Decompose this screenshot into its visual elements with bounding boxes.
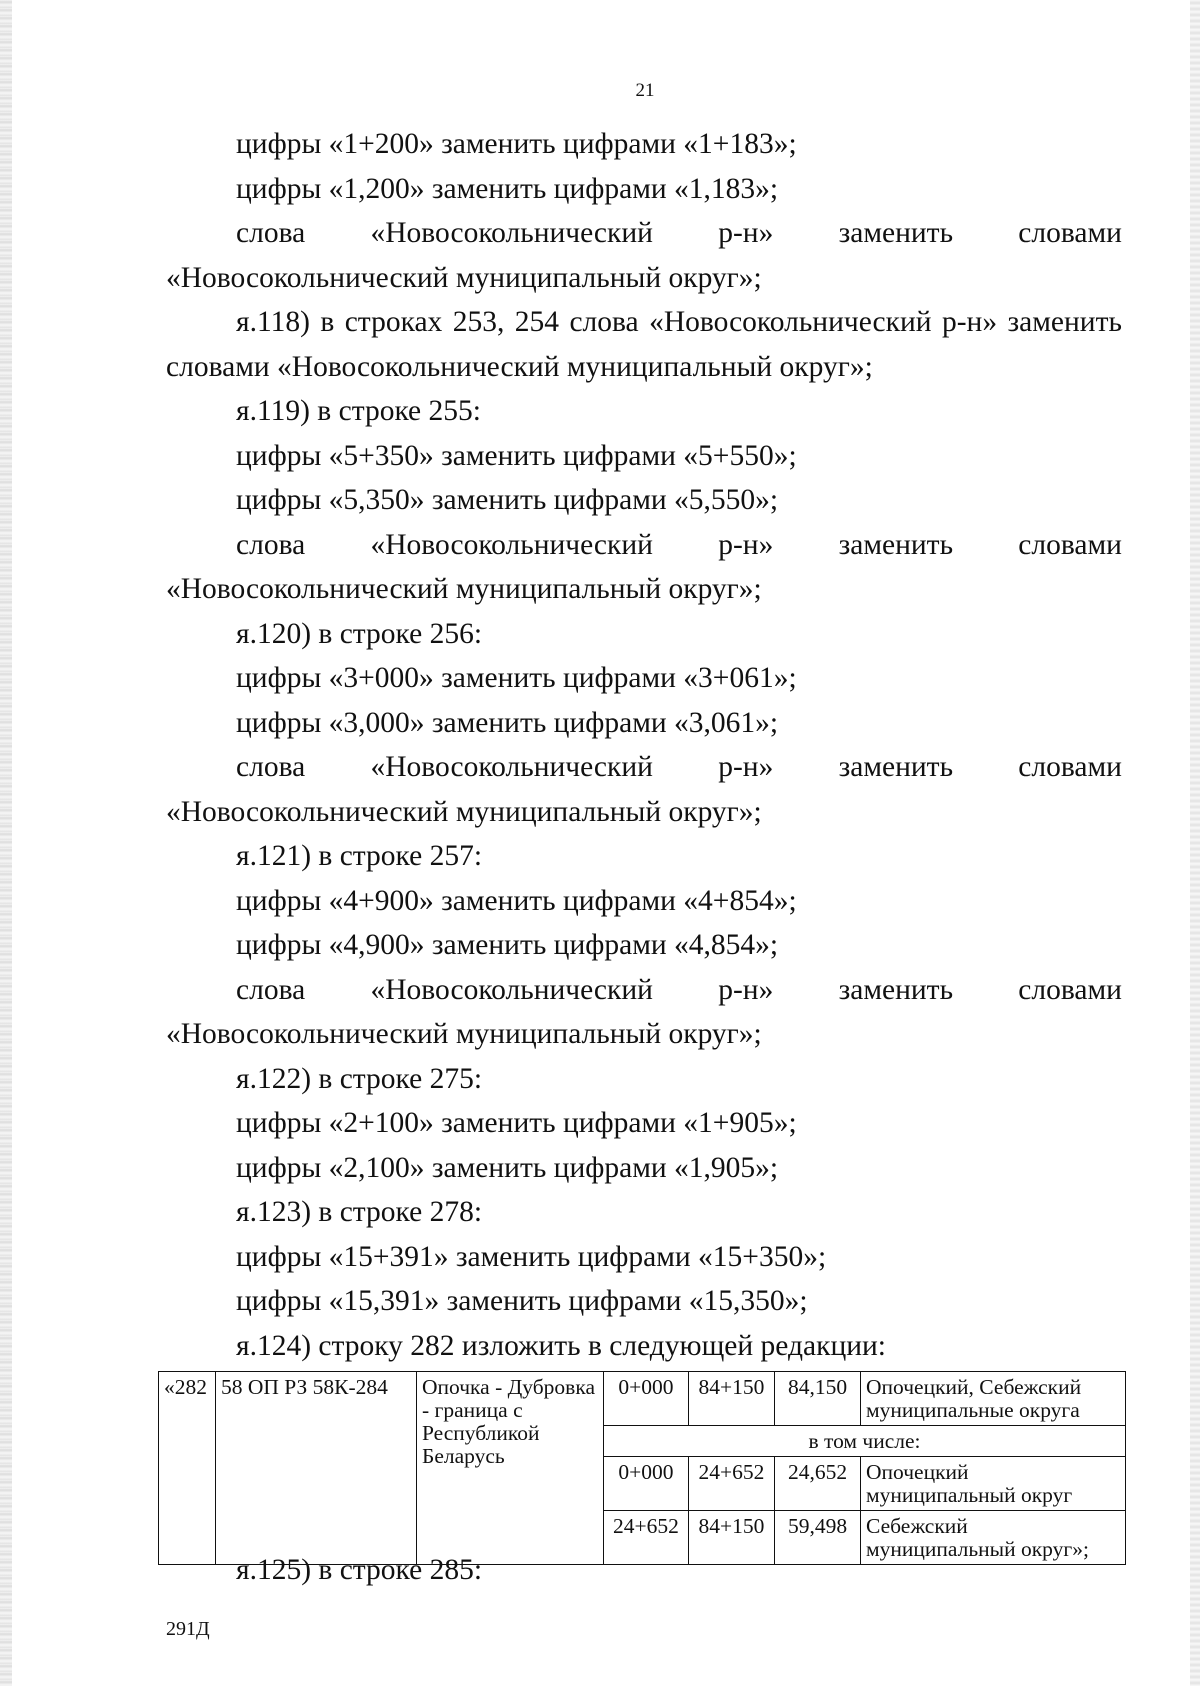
- start-km-cell: 0+000: [604, 1372, 689, 1426]
- word: словами: [1018, 217, 1122, 249]
- text-line: я.122) в строке 275:: [236, 1062, 483, 1095]
- road-id-cell: 58 ОП РЗ 58К-284: [216, 1372, 417, 1565]
- text-line-justified: [166, 211, 1122, 256]
- word: 254: [514, 306, 560, 338]
- text-line: я.121) в строке 257:: [236, 840, 483, 872]
- length-cell: 84,150: [775, 1372, 861, 1426]
- scan-edge-left: [0, 0, 12, 1686]
- text-line: «Новосокольнический муниципальный округ»;: [166, 795, 762, 828]
- word: р-н»: [718, 217, 774, 249]
- word: заменить: [838, 973, 954, 1006]
- word: р-н»: [718, 973, 774, 1006]
- text-line: «Новосокольнический муниципальный округ»;: [166, 1018, 762, 1050]
- word: «Новосокольнический: [649, 306, 932, 338]
- text-line: цифры «1,200» заменить цифрами «1,183»;: [236, 172, 779, 205]
- word: слова: [236, 973, 306, 1006]
- text-line: я.120) в строке 256:: [236, 617, 483, 650]
- end-km-cell: 84+150: [689, 1372, 775, 1426]
- word: слова: [569, 306, 639, 338]
- text-line: цифры «5,350» заменить цифрами «5,550»;: [236, 484, 779, 516]
- word: слова: [236, 751, 306, 783]
- word: 253,: [452, 306, 505, 338]
- text-line: цифры «1+200» заменить цифрами «1+183»;: [236, 128, 797, 160]
- text-line-justified: [166, 745, 1122, 790]
- scan-edge-right: [1190, 0, 1200, 1686]
- text-line: цифры «4,900» заменить цифрами «4,854»;: [236, 929, 779, 961]
- word: заменить: [1007, 306, 1122, 338]
- text-line: цифры «3,000» заменить цифрами «3,061»;: [236, 706, 779, 739]
- text-line: «Новосокольнический муниципальный округ»;: [166, 573, 762, 605]
- text-line: «Новосокольнический муниципальный округ»;: [166, 261, 762, 294]
- word: «Новосокольнический: [370, 973, 653, 1006]
- text-line-justified: [166, 968, 1122, 1013]
- district-cell: Опочецкий, Себежский муниципальные округа: [861, 1372, 1126, 1426]
- document-body: [166, 122, 1122, 1368]
- text-line: цифры «2+100» заменить цифрами «1+905»;: [236, 1107, 797, 1139]
- road-table: [158, 1371, 1126, 1565]
- text-line: цифры «2,100» заменить цифрами «1,905»;: [236, 1151, 779, 1184]
- text-line: я.119) в строке 255:: [236, 395, 481, 427]
- word: р-н»: [718, 751, 774, 783]
- word: заменить: [838, 217, 954, 249]
- word: «Новосокольнический: [370, 217, 653, 249]
- word: «Новосокольнический: [370, 528, 653, 561]
- text-line: цифры «3+000» заменить цифрами «3+061»;: [236, 662, 797, 694]
- word: слова: [236, 528, 306, 561]
- length-cell: 24,652: [775, 1457, 861, 1511]
- district-cell: Себежский муниципальный округ»;: [861, 1511, 1126, 1565]
- word: р-н»: [718, 528, 774, 561]
- end-km-cell: 84+150: [689, 1511, 775, 1565]
- district-cell: Опочецкий муниципальный округ: [861, 1457, 1126, 1511]
- text-line: я.124) строку 282 изложить в следующей редакции:: [236, 1329, 887, 1362]
- text-line-justified: [166, 523, 1122, 568]
- text-line: цифры «15+391» заменить цифрами «15+350»;: [236, 1240, 827, 1273]
- word: р-н»: [941, 306, 998, 338]
- length-cell: 59,498: [775, 1511, 861, 1565]
- start-km-cell: 24+652: [604, 1511, 689, 1565]
- word: заменить: [838, 528, 954, 561]
- word: заменить: [838, 751, 954, 783]
- document-code: 291Д: [166, 1618, 210, 1640]
- word: я.118): [236, 306, 310, 338]
- word: словами: [1018, 973, 1122, 1006]
- end-km-cell: 24+652: [689, 1457, 775, 1511]
- page-number: 21: [635, 80, 655, 101]
- text-line: цифры «15,391» заменить цифрами «15,350»;: [236, 1285, 808, 1317]
- subtotal-label-cell: в том числе:: [604, 1426, 1126, 1457]
- text-line: словами «Новосокольнический муниципальный округ»;: [166, 350, 873, 383]
- road-name-cell: Опочка - Дубровка - граница с Республикой Беларусь: [417, 1372, 604, 1565]
- table-row: [159, 1372, 1126, 1426]
- text-line-justified: [166, 300, 1122, 345]
- word: в: [320, 306, 335, 338]
- text-line: я.123) в строке 278:: [236, 1196, 483, 1228]
- text-line: цифры «5+350» заменить цифрами «5+550»;: [236, 439, 797, 472]
- word: «Новосокольнический: [370, 751, 653, 783]
- word: слова: [236, 217, 306, 249]
- text-line: цифры «4+900» заменить цифрами «4+854»;: [236, 884, 797, 917]
- word: словами: [1018, 751, 1122, 783]
- start-km-cell: 0+000: [604, 1457, 689, 1511]
- word: строках: [344, 306, 443, 338]
- word: словами: [1018, 528, 1122, 561]
- row-number-cell: «282: [159, 1372, 216, 1565]
- text-line: я.125) в строке 285:: [236, 1554, 483, 1586]
